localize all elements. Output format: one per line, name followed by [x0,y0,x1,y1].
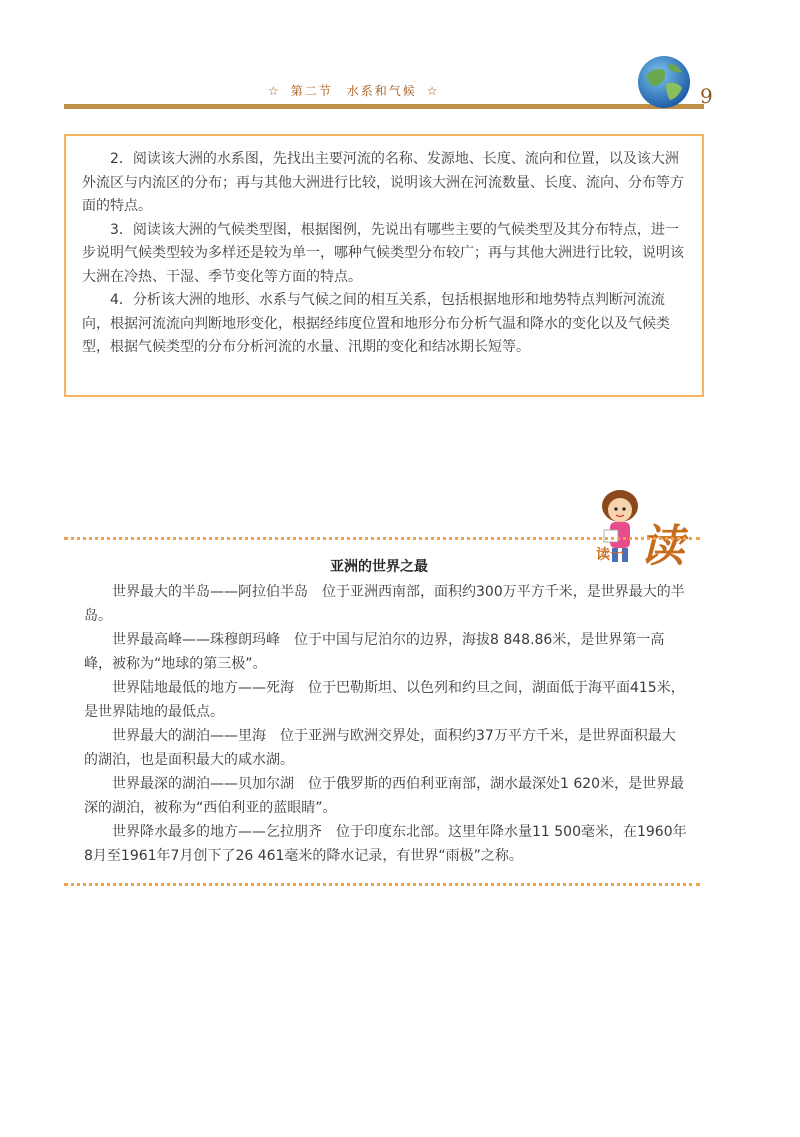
article-paragraph: 世界最高峰——珠穆朗玛峰 位于中国与尼泊尔的边界，海拔8 848.86米，是世界第一高峰，被称为“地球的第三极”。 [84,632,665,672]
article-title: 亚洲的世界之最 [330,559,428,575]
dotted-divider-bottom [64,883,700,886]
box-paragraph: 2．阅读该大洲的水系图，先找出主要河流的名称、发源地、长度、流向和位置，以及该大洲外流区与内流区的分布；再与其他大洲进行比较，说明该大洲在河流数量、长度、流向、分布等方面的特点。 [82,151,684,214]
star-icon: ☆ [426,83,440,98]
box-paragraph: 4．分析该大洲的地形、水系与气候之间的相互关系，包括根据地形和地势特点判断河流流向，根据河流流向判断地形变化，根据经纬度位置和地形分布分析气温和降水的变化以及气候类型，根据气候类型的分布分析河流的水量、汛期的变化和结冰期长短等。 [82,292,670,355]
dotted-divider-top [64,537,700,540]
read-title-char: 读 [640,521,684,572]
section-title: 第二节 水系和气候 [290,84,417,98]
running-header [268,82,468,99]
article-paragraph: 世界最大的半岛——阿拉伯半岛 位于亚洲西南部，面积约300万平方千米，是世界最大的半岛。 [84,584,685,624]
header-rule [64,104,704,109]
page-number: 9 [700,84,713,108]
instructions-box [64,134,704,397]
article-paragraph: 世界降水最多的地方——乞拉朋齐 位于印度东北部。这里年降水量11 500毫米，在1960年8月至1961年7月创下了26 461毫米的降水记录，有世界“雨极”之称。 [84,824,687,864]
article-body [84,580,688,868]
article-paragraph: 世界陆地最低的地方——死海 位于巴勒斯坦、以色列和约旦之间，湖面低于海平面415米，是世界陆地的最低点。 [84,680,685,720]
article-paragraph: 世界最大的湖泊——里海 位于亚洲与欧洲交界处，面积约37万平方千米，是世界面积最大的湖泊，也是面积最大的咸水湖。 [84,728,676,768]
globe-icon [636,54,692,110]
box-paragraph: 3．阅读该大洲的气候类型图，根据图例，先说出有哪些主要的气候类型及其分布特点，进一步说明气候类型较为多样还是较为单一，哪种气候类型分布较广；再与其他大洲进行比较，说明该大洲在冷热、干湿、季节变化等方面的特点。 [82,221,684,285]
star-icon: ☆ [268,83,281,98]
read-label: 读一 [596,547,624,563]
article-paragraph: 世界最深的湖泊——贝加尔湖 位于俄罗斯的西伯利亚南部，湖水最深处1 620米，是世界最深的湖泊，被称为“西伯利亚的蓝眼睛”。 [84,776,685,816]
